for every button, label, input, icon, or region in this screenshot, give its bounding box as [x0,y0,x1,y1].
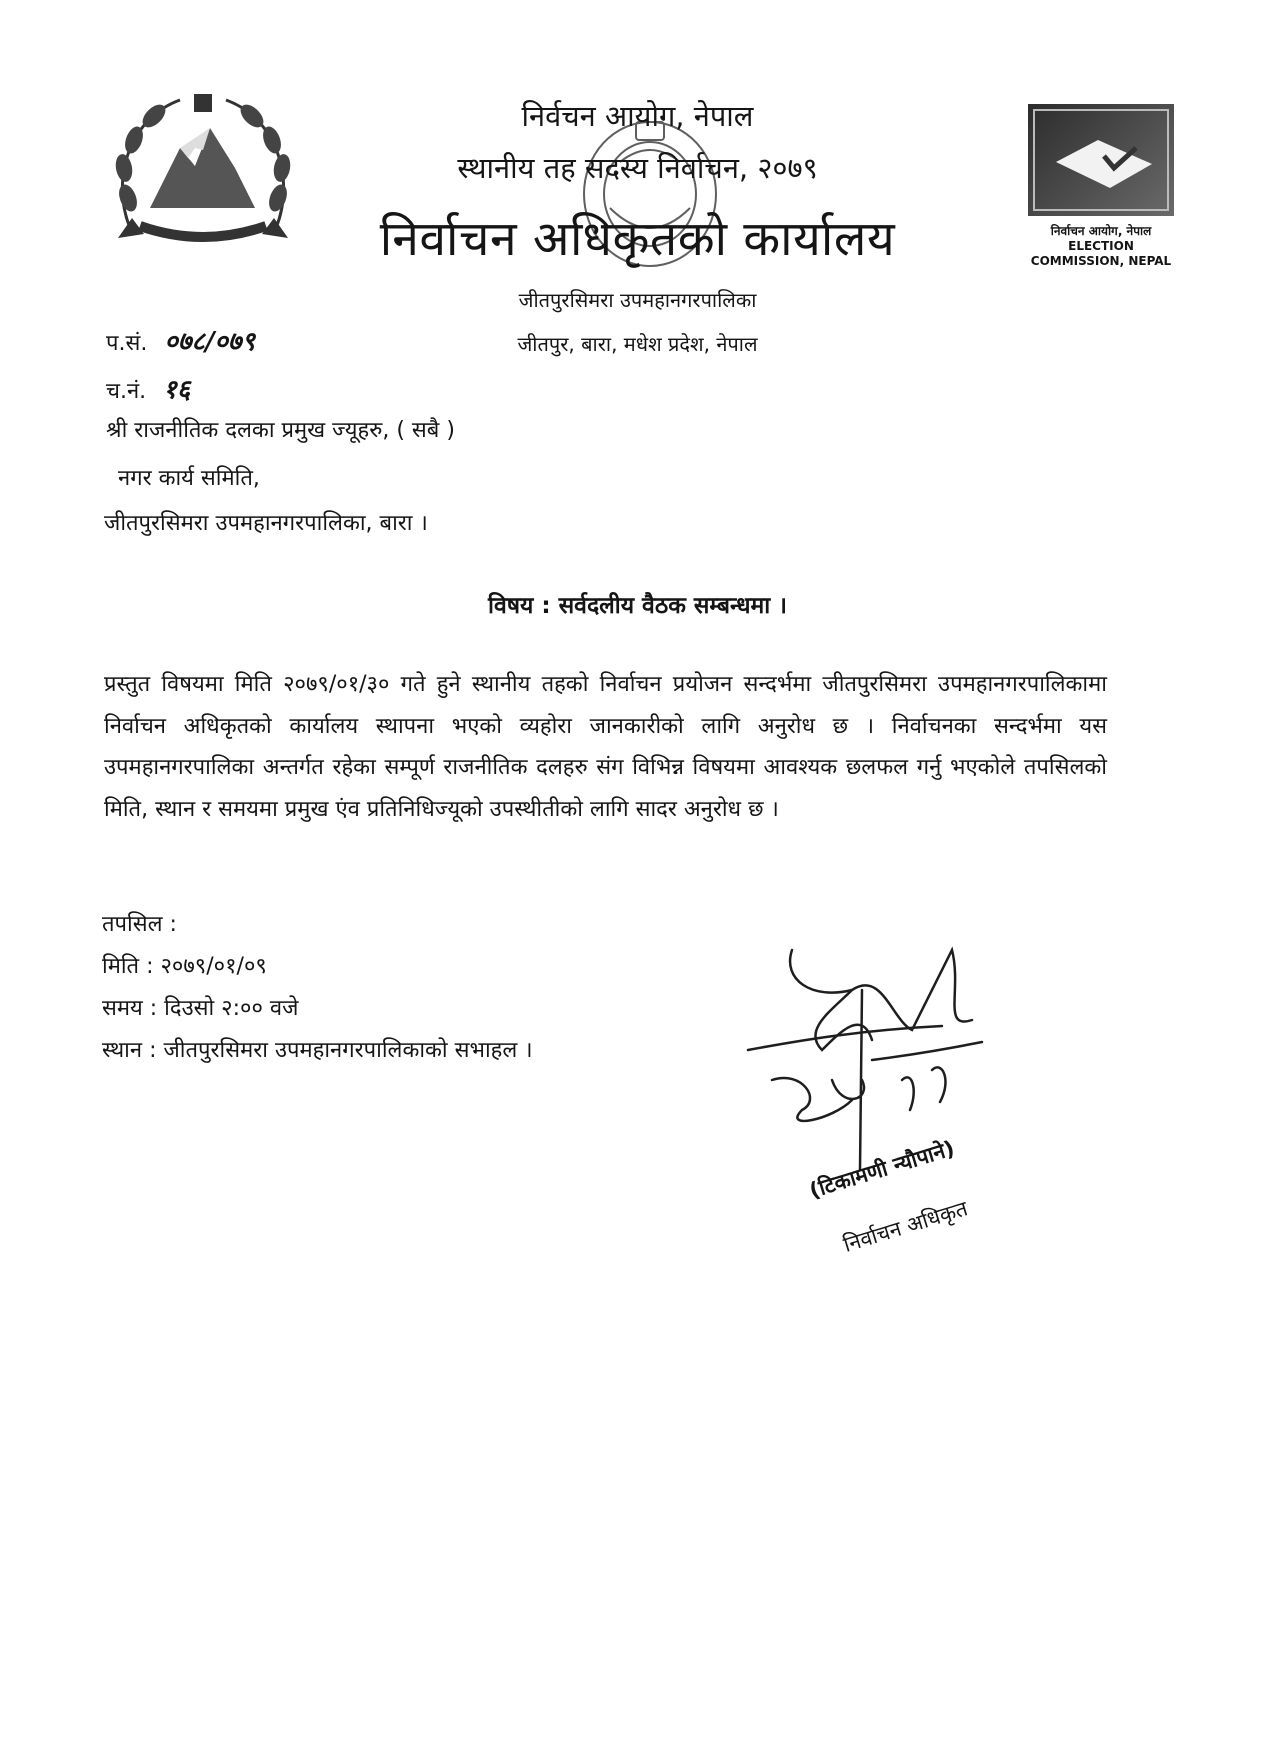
dispatch-number-label: च.नं. [106,379,147,404]
ec-name-np: निर्वाचन आयोग, नेपाल [1050,224,1152,238]
signatory-title: निर्वाचन अधिकृत [840,1196,971,1257]
election-name: स्थानीय तह सदस्य निर्वाचन, २०७९ [457,151,818,185]
ec-name-en: ELECTION COMMISSION, NEPAL [1030,239,1172,268]
addressee-line-2: नगर कार्य समिति, [118,466,260,491]
reference-number [106,322,255,358]
office-title: निर्वाचन अधिकृतको कार्यालय [379,211,896,267]
handwritten-signature [742,930,1002,1190]
reference-number-label: प.सं. [106,331,148,356]
organization-name: निर्वचन आयोग, नेपाल [521,99,754,133]
office-address: जीतपुर, बारा, मधेश प्रदेश, नेपाल [517,332,758,356]
dispatch-number-value: १६ [163,375,191,405]
dispatch-number [106,370,190,406]
municipality-name: जीतपुरसिमरा उपमहानगरपालिका [518,288,757,312]
schedule-heading: तपसिल : [102,912,177,937]
letter-subject: विषय : सर्वदलीय वैठक सम्बन्धमा । [488,593,787,619]
addressee-line-3: जीतपुरसिमरा उपमहानगरपालिका, बारा । [104,511,428,536]
letter-body: प्रस्तुत विषयमा मिति २०७९/०१/३० गते हुने स्थानीय तहको निर्वाचन प्रयोजन सन्दर्भमा जीतपुरसिमरा उपमहानगरपालिकामा निर्वाचन अधिकृतको कार्यालय स्थापना भएको व्यहोरा जानकारीको लागि अनुरोध छ । निर्वाचनका सन्दर्भमा यस उपमहानगरपालिका अन्तर्गत रहेका सम्पूर्ण राजनीतिक दलहरु संग विभिन्न विषयमा आवश्यक छलफल गर्नु भएकोले तपसिलको मिति, स्थान र समयमा प्रमुख एंव प्रतिनिधिज्यूको उपस्थीतीको लागि सादर अनुरोध छ । [104,672,1107,822]
reference-number-value: ०७८/०७९ [164,327,255,357]
schedule-place: स्थान : जीतपुरसिमरा उपमहानगरपालिकाको सभाहल । [102,1038,533,1063]
schedule-date: मिति : २०७९/०१/०९ [102,954,267,979]
addressee-line-1: श्री राजनीतिक दलका प्रमुख ज्यूहरु, ( सबै ) [106,418,455,443]
signatory-name: (टिकामणी न्यौपाने) [806,1136,958,1203]
schedule-time: समय : दिउसो २:०० वजे [102,996,299,1021]
